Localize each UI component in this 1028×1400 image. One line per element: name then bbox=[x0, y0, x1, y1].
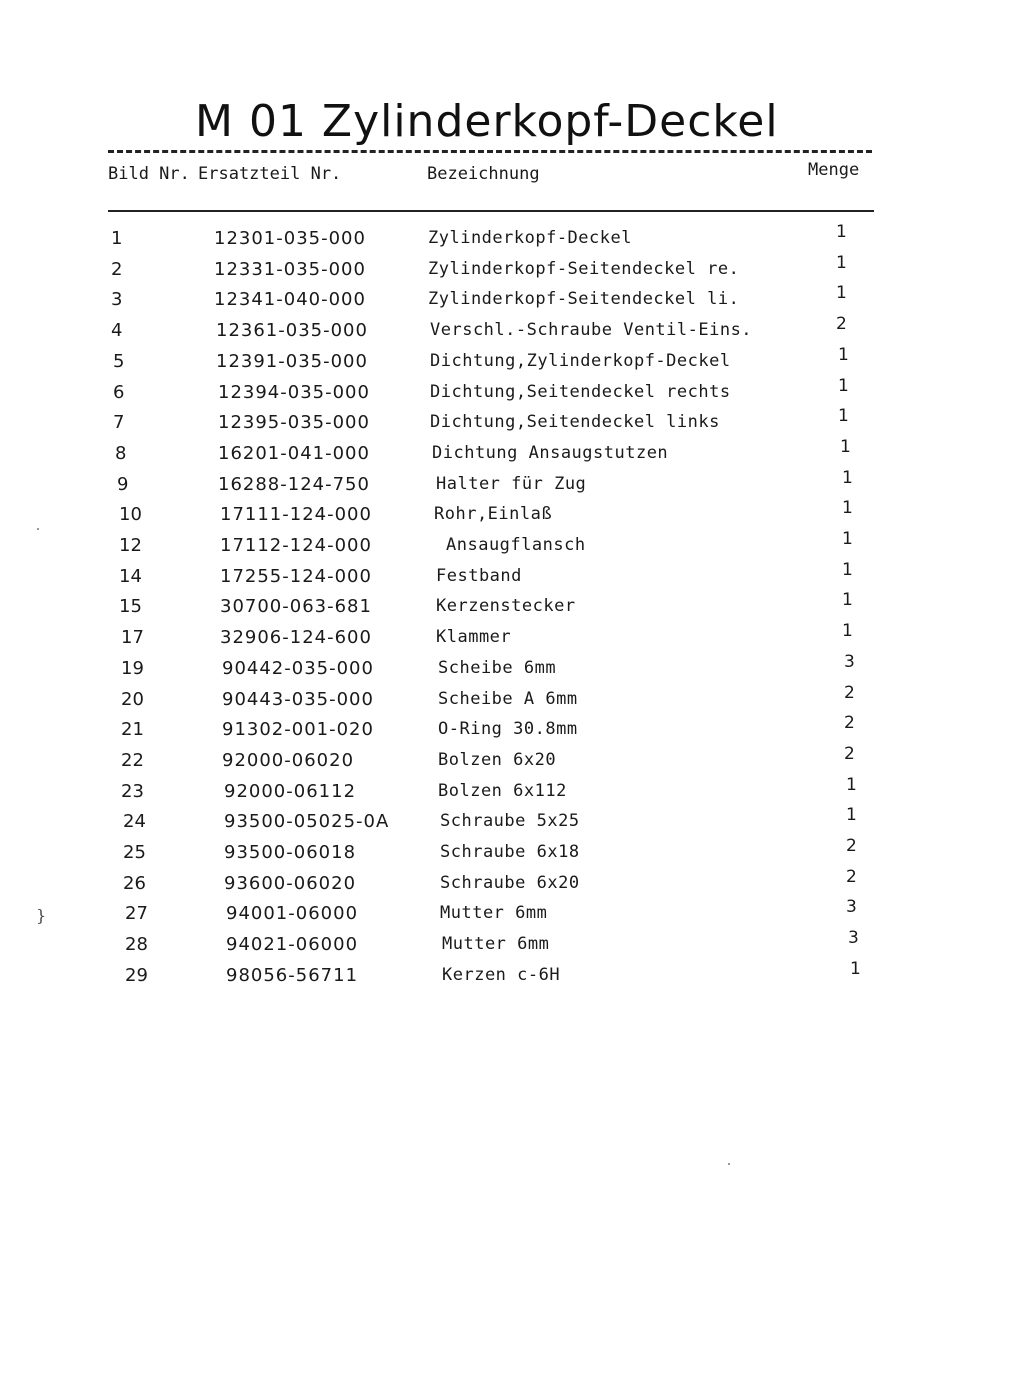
bezeichnung-cell: Scheibe A 6mm bbox=[438, 688, 578, 709]
bild-nr-cell: 10 bbox=[119, 504, 142, 526]
bezeichnung-cell: Verschl.-Schraube Ventil-Eins. bbox=[430, 320, 753, 341]
menge-cell: 1 bbox=[850, 958, 861, 979]
menge-cell: 1 bbox=[842, 621, 853, 642]
bezeichnung-cell: Dichtung,Seitendeckel rechts bbox=[430, 381, 731, 402]
menge-cell: 1 bbox=[842, 498, 853, 519]
table-row bbox=[0, 375, 1028, 412]
bezeichnung-cell: Mutter 6mm bbox=[442, 934, 550, 955]
table-row bbox=[0, 467, 1028, 504]
margin-mark: } bbox=[36, 906, 47, 925]
ersatzteil-nr-cell: 93500-05025-0A bbox=[224, 811, 390, 833]
menge-cell: 2 bbox=[846, 836, 857, 856]
bezeichnung-cell: Klammer bbox=[436, 627, 512, 648]
table-row bbox=[0, 621, 1028, 657]
ersatzteil-nr-cell: 12331-035-000 bbox=[214, 258, 366, 280]
bezeichnung-cell: Halter für Zug bbox=[436, 473, 587, 494]
table-row bbox=[0, 436, 1028, 473]
ersatzteil-nr-cell: 17112-124-000 bbox=[220, 535, 372, 556]
ersatzteil-nr-cell: 12361-035-000 bbox=[216, 320, 368, 342]
table-row bbox=[0, 590, 1028, 626]
menge-cell: 1 bbox=[838, 344, 849, 365]
bezeichnung-cell: Dichtung Ansaugstutzen bbox=[432, 442, 669, 463]
bild-nr-cell: 21 bbox=[121, 719, 144, 741]
menge-cell: 1 bbox=[840, 436, 851, 457]
bild-nr-cell: 29 bbox=[125, 964, 148, 986]
bild-nr-cell: 15 bbox=[119, 596, 142, 618]
header-menge: Menge bbox=[808, 160, 860, 180]
bezeichnung-cell: Zylinderkopf-Seitendeckel re. bbox=[428, 258, 740, 279]
bezeichnung-cell: Dichtung,Zylinderkopf-Deckel bbox=[430, 350, 731, 371]
ersatzteil-nr-cell: 12394-035-000 bbox=[218, 381, 370, 403]
table-row bbox=[0, 252, 1028, 289]
ersatzteil-nr-cell: 90443-035-000 bbox=[222, 688, 374, 710]
menge-cell: 1 bbox=[838, 406, 849, 427]
table-row bbox=[0, 836, 1028, 872]
table-row bbox=[0, 283, 1028, 319]
ersatzteil-nr-cell: 16201-041-000 bbox=[218, 442, 370, 464]
table-row bbox=[0, 222, 1028, 258]
table-row bbox=[0, 774, 1028, 811]
bezeichnung-cell: Mutter 6mm bbox=[440, 903, 548, 924]
bild-nr-cell: 1 bbox=[111, 228, 123, 249]
ersatzteil-nr-cell: 92000-06020 bbox=[222, 749, 355, 771]
title-dashed-underline bbox=[108, 150, 872, 153]
ersatzteil-nr-cell: 98056-56711 bbox=[226, 964, 359, 986]
bild-nr-cell: 7 bbox=[113, 412, 125, 434]
bild-nr-cell: 24 bbox=[123, 811, 146, 833]
ersatzteil-nr-cell: 93600-06020 bbox=[224, 872, 357, 894]
menge-cell: 2 bbox=[844, 682, 855, 703]
menge-cell: 1 bbox=[836, 283, 847, 304]
header-bild-nr: Bild Nr. bbox=[108, 164, 190, 184]
bild-nr-cell: 20 bbox=[121, 688, 144, 710]
table-row bbox=[0, 743, 1028, 780]
ersatzteil-nr-cell: 94001-06000 bbox=[226, 903, 359, 925]
bild-nr-cell: 2 bbox=[111, 258, 123, 280]
bild-nr-cell: 5 bbox=[113, 350, 125, 372]
ersatzteil-nr-cell: 12395-035-000 bbox=[218, 412, 370, 434]
menge-cell: 1 bbox=[842, 467, 853, 488]
page-title: M 01 Zylinderkopf-Deckel bbox=[195, 96, 779, 147]
ersatzteil-nr-cell: 17111-124-000 bbox=[220, 504, 372, 526]
bild-nr-cell: 26 bbox=[123, 872, 146, 894]
menge-cell: 1 bbox=[836, 222, 847, 242]
menge-cell: 2 bbox=[836, 314, 847, 335]
header-ersatzteil-nr: Ersatzteil Nr. bbox=[198, 164, 342, 184]
table-row bbox=[0, 866, 1028, 903]
bezeichnung-cell: Zylinderkopf-Seitendeckel li. bbox=[428, 289, 740, 310]
ersatzteil-nr-cell: 94021-06000 bbox=[226, 934, 359, 956]
ersatzteil-nr-cell: 16288-124-750 bbox=[218, 473, 370, 495]
menge-cell: 1 bbox=[836, 252, 847, 273]
bezeichnung-cell: Bolzen 6x112 bbox=[438, 780, 567, 801]
table-row bbox=[0, 498, 1028, 534]
bild-nr-cell: 8 bbox=[115, 442, 127, 464]
menge-cell: 3 bbox=[848, 928, 859, 949]
bezeichnung-cell: Kerzenstecker bbox=[436, 596, 576, 617]
bezeichnung-cell: Kerzen c-6H bbox=[442, 964, 561, 985]
ersatzteil-nr-cell: 32906-124-600 bbox=[220, 627, 372, 649]
table-row bbox=[0, 314, 1028, 350]
table-row bbox=[0, 651, 1028, 688]
bild-nr-cell: 3 bbox=[111, 289, 123, 311]
scan-speck bbox=[728, 1163, 730, 1165]
table-row bbox=[0, 928, 1028, 964]
bezeichnung-cell: Schraube 6x20 bbox=[440, 872, 580, 893]
ersatzteil-nr-cell: 30700-063-681 bbox=[220, 596, 372, 618]
menge-cell: 2 bbox=[844, 743, 855, 764]
table-row bbox=[0, 529, 1028, 565]
bezeichnung-cell: Dichtung,Seitendeckel links bbox=[430, 412, 720, 433]
menge-cell: 1 bbox=[846, 774, 857, 795]
menge-cell: 1 bbox=[842, 590, 853, 611]
bild-nr-cell: 9 bbox=[117, 473, 129, 495]
bezeichnung-cell: Schraube 6x18 bbox=[440, 842, 580, 862]
ersatzteil-nr-cell: 93500-06018 bbox=[224, 842, 357, 863]
bezeichnung-cell: Zylinderkopf-Deckel bbox=[428, 228, 632, 248]
bezeichnung-cell: Scheibe 6mm bbox=[438, 657, 557, 678]
menge-cell: 2 bbox=[846, 866, 857, 887]
menge-cell: 3 bbox=[846, 897, 857, 918]
bezeichnung-cell: Bolzen 6x20 bbox=[438, 749, 557, 770]
ersatzteil-nr-cell: 12301-035-000 bbox=[214, 228, 366, 249]
table-row bbox=[0, 344, 1028, 381]
bild-nr-cell: 27 bbox=[125, 903, 148, 925]
menge-cell: 2 bbox=[844, 713, 855, 734]
table-row bbox=[0, 559, 1028, 596]
header-bezeichnung: Bezeichnung bbox=[427, 164, 540, 184]
table-row bbox=[0, 897, 1028, 933]
bild-nr-cell: 23 bbox=[121, 780, 144, 802]
menge-cell: 1 bbox=[842, 529, 853, 549]
table-row bbox=[0, 682, 1028, 719]
ersatzteil-nr-cell: 17255-124-000 bbox=[220, 565, 372, 587]
scan-speck bbox=[37, 528, 39, 530]
table-row bbox=[0, 958, 1028, 995]
bild-nr-cell: 6 bbox=[113, 381, 125, 403]
bezeichnung-cell: Rohr,Einlaß bbox=[434, 504, 553, 525]
bezeichnung-cell: Ansaugflansch bbox=[446, 535, 586, 555]
menge-cell: 1 bbox=[846, 805, 857, 826]
ersatzteil-nr-cell: 12391-035-000 bbox=[216, 350, 368, 372]
table-row bbox=[0, 805, 1028, 841]
menge-cell: 1 bbox=[842, 559, 853, 580]
header-rule bbox=[108, 210, 874, 212]
ersatzteil-nr-cell: 12341-040-000 bbox=[214, 289, 366, 311]
bild-nr-cell: 17 bbox=[121, 627, 144, 649]
bild-nr-cell: 22 bbox=[121, 749, 144, 771]
bild-nr-cell: 14 bbox=[119, 565, 142, 587]
bezeichnung-cell: O-Ring 30.8mm bbox=[438, 719, 578, 740]
table-row bbox=[0, 713, 1028, 749]
bild-nr-cell: 28 bbox=[125, 934, 148, 956]
bild-nr-cell: 19 bbox=[121, 657, 144, 679]
ersatzteil-nr-cell: 90442-035-000 bbox=[222, 657, 374, 679]
bild-nr-cell: 25 bbox=[123, 842, 146, 863]
bild-nr-cell: 4 bbox=[111, 320, 123, 342]
menge-cell: 3 bbox=[844, 651, 855, 672]
menge-cell: 1 bbox=[838, 375, 849, 396]
bezeichnung-cell: Schraube 5x25 bbox=[440, 811, 580, 832]
table-row bbox=[0, 406, 1028, 442]
bezeichnung-cell: Festband bbox=[436, 565, 522, 586]
ersatzteil-nr-cell: 92000-06112 bbox=[224, 780, 357, 802]
bild-nr-cell: 12 bbox=[119, 535, 142, 556]
ersatzteil-nr-cell: 91302-001-020 bbox=[222, 719, 374, 741]
